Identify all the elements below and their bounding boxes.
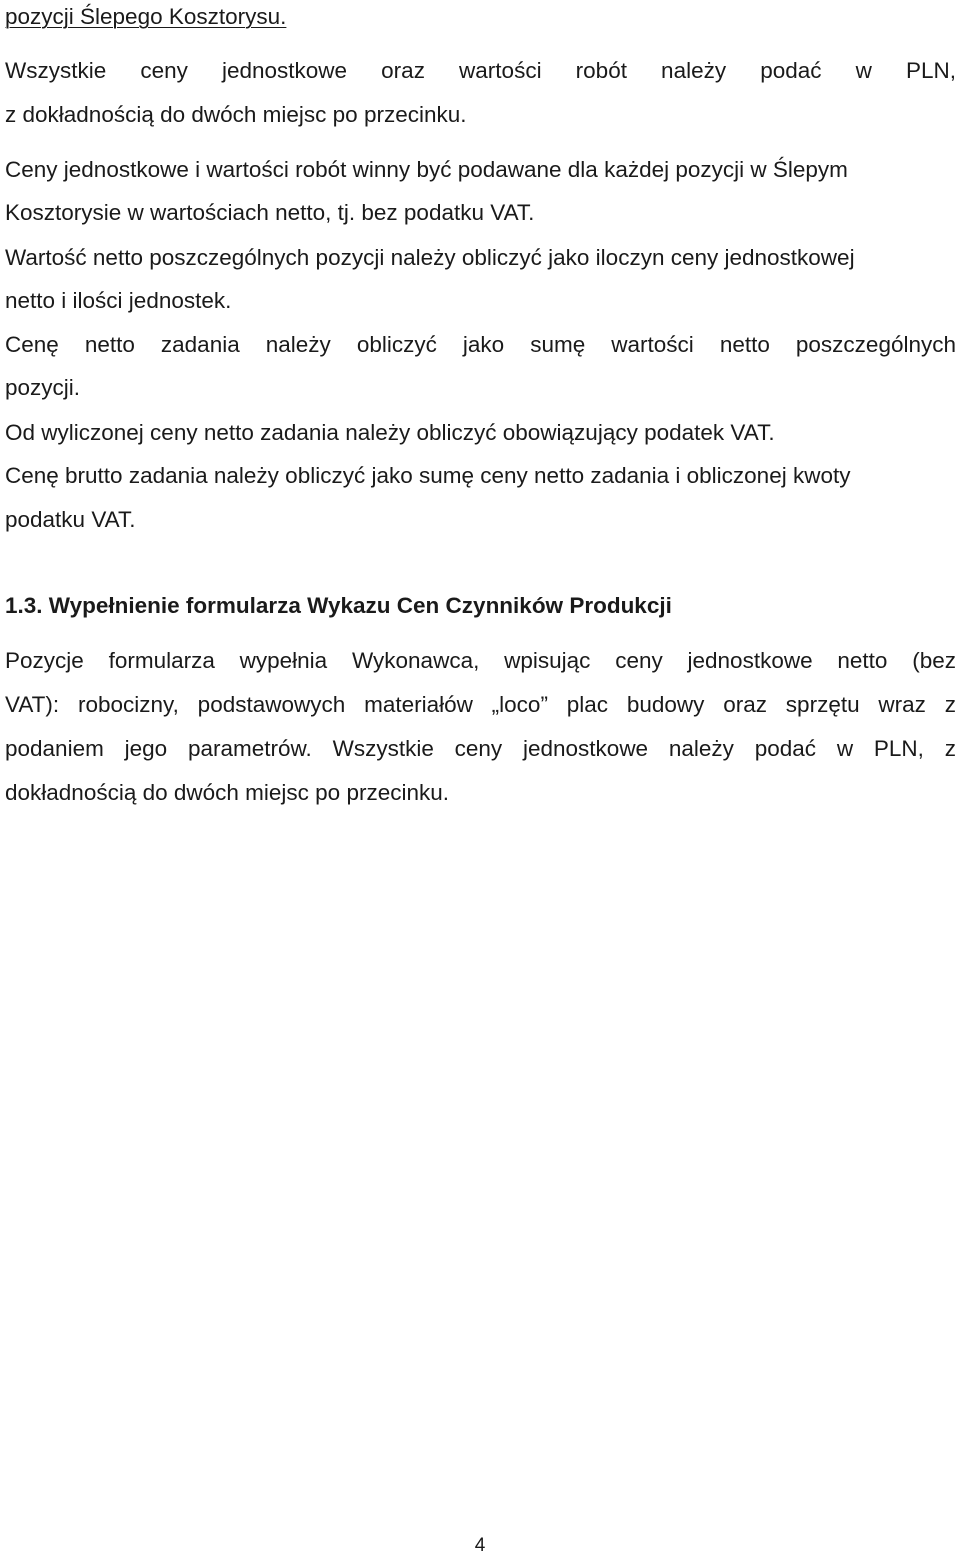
paragraph-item-value-line-2: netto i ilości jednostek. [5, 288, 232, 313]
section-heading: 1.3. Wypełnienie formularza Wykazu Cen Czynników Produkcji [5, 593, 672, 618]
paragraph-currency-line-1: Wszystkie ceny jednostkowe oraz wartości robót należy podać w PLN, [5, 58, 956, 83]
top-fragment-line: pozycji Ślepego Kosztorysu. [5, 4, 287, 29]
paragraph-gross-price-line-1: Cenę brutto zadania należy obliczyć jako sumę ceny netto zadania i obliczonej kwoty [5, 463, 851, 488]
paragraph-gross-price-line-2: podatku VAT. [5, 507, 136, 532]
section-paragraph-line-1: Pozycje formularza wypełnia Wykonawca, wpisując ceny jednostkowe netto (bez [5, 648, 956, 673]
paragraph-net-price-line-2: pozycji. [5, 375, 81, 400]
section-paragraph-line-4: dokładnością do dwóch miejsc po przecinku. [5, 780, 449, 805]
paragraph-net-values-line-2: Kosztorysie w wartościach netto, tj. bez podatku VAT. [5, 200, 535, 225]
section-paragraph-line-3: podaniem jego parametrów. Wszystkie ceny jednostkowe należy podać w PLN, z [5, 736, 956, 761]
paragraph-item-value-line-1: Wartość netto poszczególnych pozycji należy obliczyć jako iloczyn ceny jednostkowej [5, 245, 855, 270]
section-paragraph-line-2: VAT): robocizny, podstawowych materiałów „loco” plac budowy oraz sprzętu wraz z [5, 692, 956, 717]
paragraph-currency-line-2: z dokładnością do dwóch miejsc po przecinku. [5, 102, 467, 127]
page-number: 4 [474, 1535, 486, 1556]
paragraph-net-price-line-1: Cenę netto zadania należy obliczyć jako sumę wartości netto poszczególnych [5, 332, 956, 357]
paragraph-vat-line: Od wyliczonej ceny netto zadania należy obliczyć obowiązujący podatek VAT. [5, 420, 775, 445]
paragraph-net-values-line-1: Ceny jednostkowe i wartości robót winny być podawane dla każdej pozycji w Ślepym [5, 157, 848, 182]
